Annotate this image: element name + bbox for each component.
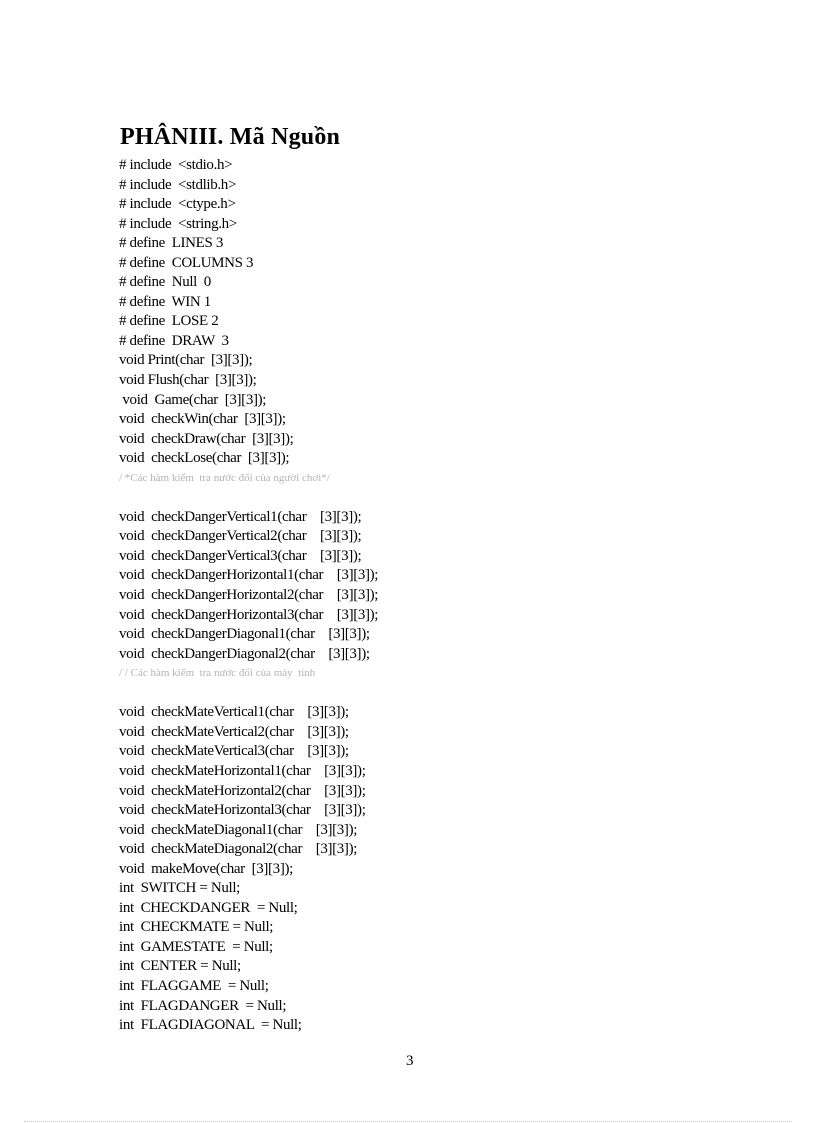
blank-line	[119, 684, 378, 704]
code-line: int GAMESTATE = Null;	[119, 938, 273, 955]
code-line: void checkMateVertical1(char [3][3]);	[119, 704, 349, 721]
code-line: # include <stdlib.h>	[119, 176, 237, 193]
code-line: void checkDangerVertical2(char [3][3]);	[119, 528, 362, 545]
code-line: void checkMateDiagonal1(char [3][3]);	[119, 821, 358, 838]
code-line: void makeMove(char [3][3]);	[119, 860, 293, 877]
code-line: int SWITCH = Null;	[119, 880, 240, 897]
code-line: void checkDangerDiagonal1(char [3][3]);	[119, 626, 370, 643]
page-number: 3	[406, 1053, 414, 1069]
code-line: void Print(char [3][3]);	[119, 352, 253, 369]
code-line: # define WIN 1	[119, 293, 211, 310]
code-line: void checkMateDiagonal2(char [3][3]);	[119, 841, 358, 858]
code-line: void checkMateVertical3(char [3][3]);	[119, 743, 349, 760]
code-line: int FLAGDIAGONAL = Null;	[119, 1017, 302, 1034]
code-line: void checkDangerHorizontal2(char [3][3]);	[119, 587, 379, 604]
code-comment: / *Các hàm kiểm tra nước đối của người chơi*/	[119, 471, 330, 484]
code-line: void checkDangerDiagonal2(char [3][3]);	[119, 645, 370, 662]
code-line: void checkDangerVertical1(char [3][3]);	[119, 508, 362, 525]
source-code-block	[119, 156, 378, 1036]
blank-line	[119, 488, 378, 508]
code-line: # define DRAW 3	[119, 332, 229, 349]
code-line: void checkDangerVertical3(char [3][3]);	[119, 547, 362, 564]
page-bottom-divider	[24, 1121, 792, 1122]
code-line: void checkLose(char [3][3]);	[119, 450, 290, 467]
code-line: # define LOSE 2	[119, 313, 219, 330]
code-line: int CHECKMATE = Null;	[119, 919, 274, 936]
code-comment: / / Các hàm kiểm tra nước đối của máy tính	[119, 667, 316, 680]
code-line: void checkDraw(char [3][3]);	[119, 430, 294, 447]
code-line: void checkMateHorizontal1(char [3][3]);	[119, 762, 366, 779]
code-line: # include <stdio.h>	[119, 157, 233, 173]
code-line: void checkWin(char [3][3]);	[119, 411, 286, 428]
code-line: void Flush(char [3][3]);	[119, 372, 257, 389]
code-line: int FLAGGAME = Null;	[119, 977, 269, 994]
code-line: # define COLUMNS 3	[119, 254, 254, 271]
code-line: int CHECKDANGER = Null;	[119, 899, 298, 916]
code-line: int FLAGDANGER = Null;	[119, 997, 287, 1014]
code-line: # define LINES 3	[119, 235, 224, 252]
code-line: # define Null 0	[119, 274, 211, 291]
code-line: # include <string.h>	[119, 215, 237, 232]
code-line: void checkMateHorizontal3(char [3][3]);	[119, 802, 366, 819]
section-heading: PHÂNIII. Mã Nguồn	[120, 124, 341, 150]
code-line: int CENTER = Null;	[119, 958, 241, 975]
code-line: void checkDangerHorizontal3(char [3][3]);	[119, 606, 379, 623]
code-line: void Game(char [3][3]);	[119, 391, 267, 408]
code-line: void checkMateHorizontal2(char [3][3]);	[119, 782, 366, 799]
code-line: # include <ctype.h>	[119, 196, 236, 213]
code-line: void checkDangerHorizontal1(char [3][3]);	[119, 567, 379, 584]
code-line: void checkMateVertical2(char [3][3]);	[119, 723, 349, 740]
